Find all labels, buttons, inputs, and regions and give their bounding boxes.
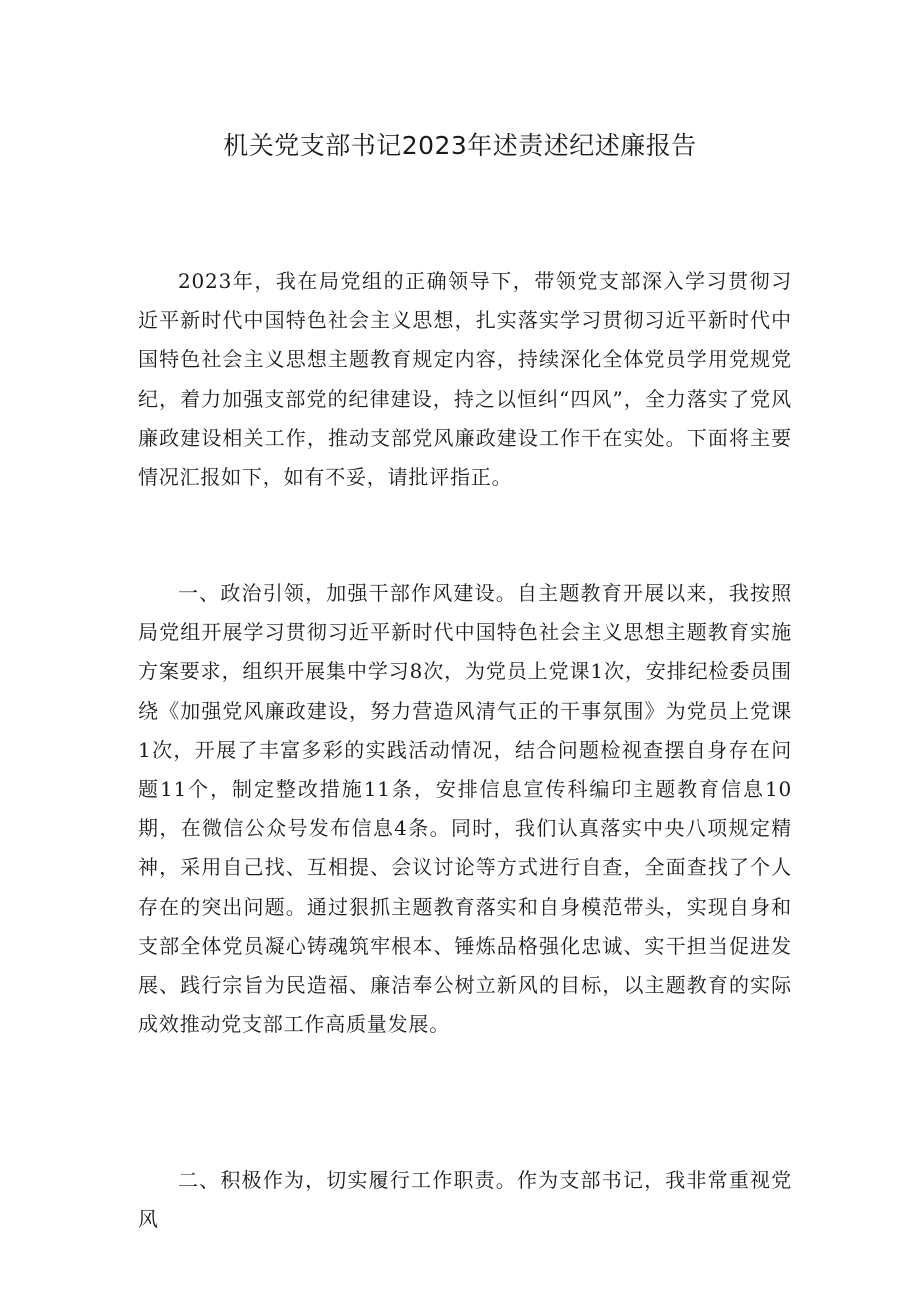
document-title: 机关党支部书记2023年述责述纪述廉报告 bbox=[223, 131, 697, 160]
paragraph-section-two: 二、积极作为，切实履行工作职责。作为支部书记，我非常重视党风 bbox=[138, 1168, 792, 1232]
paragraph-section-one: 一、政治引领，加强干部作风建设。自主题教育开展以来，我按照局党组开展学习贯彻习近平新时代中国特色社会主义思想主题教育实施方案要求，组织开展集中学习8次，为党员上党课1次，安排纪检委员围绕《加强党风廉政建设，努力营造风清气正的干事氛围》为党员上党课1次，开展了丰富多彩的实践活动情况，结合问题检视查摆自身存在问题11个，制定整改措施11条，安排信息宣传科编印主题教育信息10期，在微信公众号发布信息4条。同时，我们认真落实中央八项规定精神，采用自己找、互相提、会议讨论等方式进行自查，全面查找了个人存在的突出问题。通过狠抓主题教育落实和自身模范带头，实现自身和支部全体党员凝心铸魂筑牢根本、锤炼品格强化忠诚、实干担当促进发展、践行宗旨为民造福、廉洁奉公树立新风的目标，以主题教育的实际成效推动党支部工作高质量发展。 bbox=[138, 581, 792, 1037]
paragraph-intro: 2023年，我在局党组的正确领导下，带领党支部深入学习贯彻习近平新时代中国特色社会主义思想，扎实落实学习贯彻习近平新时代中国特色社会主义思想主题教育规定内容，持续深化全体党员学用党规党纪，着力加强支部党的纪律建设，持之以恒纠“四风”，全力落实了党风廉政建设相关工作，推动支部党风廉政建设工作干在实处。下面将主要情况汇报如下，如有不妥，请批评指正。 bbox=[138, 269, 792, 490]
